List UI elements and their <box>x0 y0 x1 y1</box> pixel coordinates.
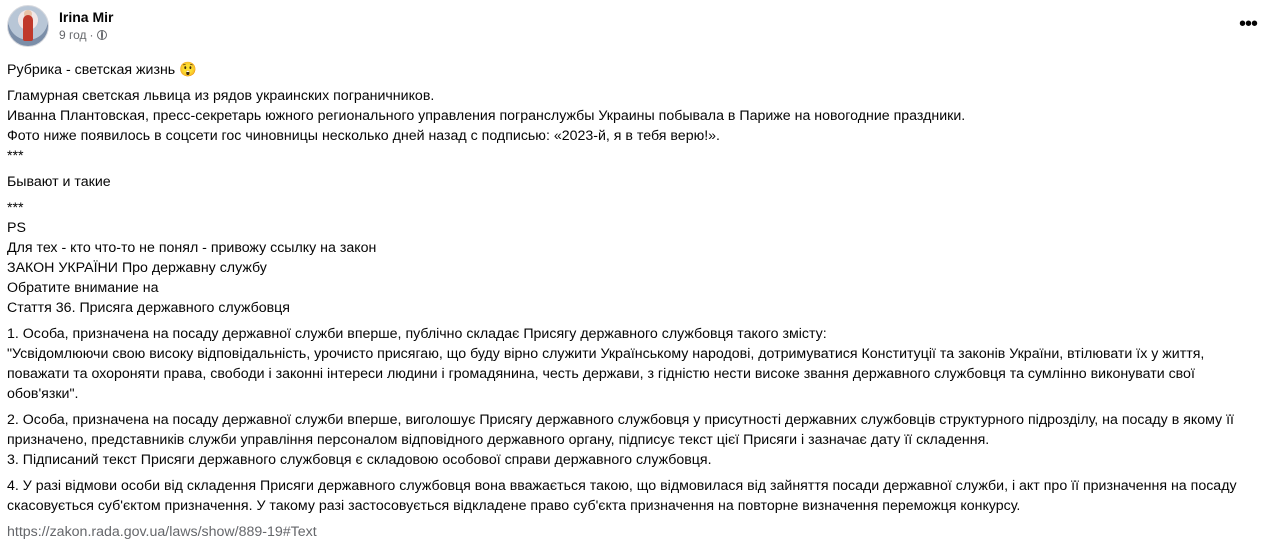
text-line-2: Гламурная светская львица из рядов украинских пограничников. <box>7 88 435 104</box>
timestamp-row <box>59 27 113 43</box>
text-line-17: 4. У разі відмови особи від складення Присяги державного службовця вона вважається такою, що відмовилася від зайняття посади державної служби, і акт про її призначення на посаду скасовується суб'єктом призначення. У такому разі застосовується відкладене право суб'єкта призначення на повторне визначення переможця конкурсу. <box>7 478 1237 514</box>
text-line-6: Бывают и такие <box>7 174 111 190</box>
law-link-line <box>7 522 1257 542</box>
text-line-14: "Усвідомлюючи свою високу відповідальність, урочисто присягаю, що буду вірно служити Українському народові, дотримуватися Конституції та законів України, втілювати їх у життя, поважати та охороняти права, свободи і законні інтереси людини і громадянина, честь держави, з гідністю нести високе звання державного службовця та сумлінно виконувати свої обов'язки". <box>7 346 1205 402</box>
author-name[interactable]: Irina Mir <box>59 9 114 25</box>
post-header <box>7 5 113 47</box>
text-line-3: Иванна Плантовская, пресс-секретарь южного регионального управления погранслужбы Украины побывала в Париже на новогодние праздники. <box>7 108 966 124</box>
text-line-10: ЗАКОН УКРАЇНИ Про державну службу <box>7 260 267 276</box>
text-line-12: Стаття 36. Присяга державного службовця <box>7 300 290 316</box>
text-line-11: Обратите внимание на <box>7 280 159 296</box>
text-line-8: PS <box>7 220 26 236</box>
text-line-16: 3. Підписаний текст Присяги державного службовця є складовою особової справи державного службовця. <box>7 452 712 468</box>
text-line-7: *** <box>7 200 24 216</box>
law-link[interactable]: https://zakon.rada.gov.ua/laws/show/889-19#Text <box>7 524 317 540</box>
text-line-5: *** <box>7 148 24 164</box>
text-line-4: Фото ниже появилось в соцсети гос чиновницы несколько дней назад с подписью: «2023-й, я в тебя верю!». <box>7 128 720 144</box>
separator-dot: · <box>89 28 94 42</box>
avatar[interactable] <box>7 5 49 47</box>
globe-icon <box>97 30 107 40</box>
avatar-figure <box>23 15 33 41</box>
shocked-face-emoji-icon: 😲 <box>179 62 197 78</box>
rubric-text: Рубрика - светская жизнь <box>7 62 176 78</box>
text-line-1 <box>7 60 1257 80</box>
more-horizontal-icon: ••• <box>1238 12 1257 35</box>
text-line-15: 2. Особа, призначена на посаду державної служби вперше, виголошує Присягу державного службовця у присутності державних службовців структурного підрозділу, на посаду в якому її призначено, представників служби управління персоналом відповідного державного органу, підписує текст цієї Присяги і зазначає дату її складення. <box>7 412 1234 448</box>
text-line-9: Для тех - кто что-то не понял - привожу ссылку на закон <box>7 240 377 256</box>
more-options-button[interactable] <box>1232 8 1264 40</box>
post-meta <box>59 9 113 43</box>
timestamp[interactable]: 9 год <box>59 28 87 42</box>
text-line-13: 1. Особа, призначена на посаду державної служби вперше, публічно складає Присягу державного службовця такого змісту: <box>7 326 827 342</box>
post-text <box>7 60 1257 542</box>
